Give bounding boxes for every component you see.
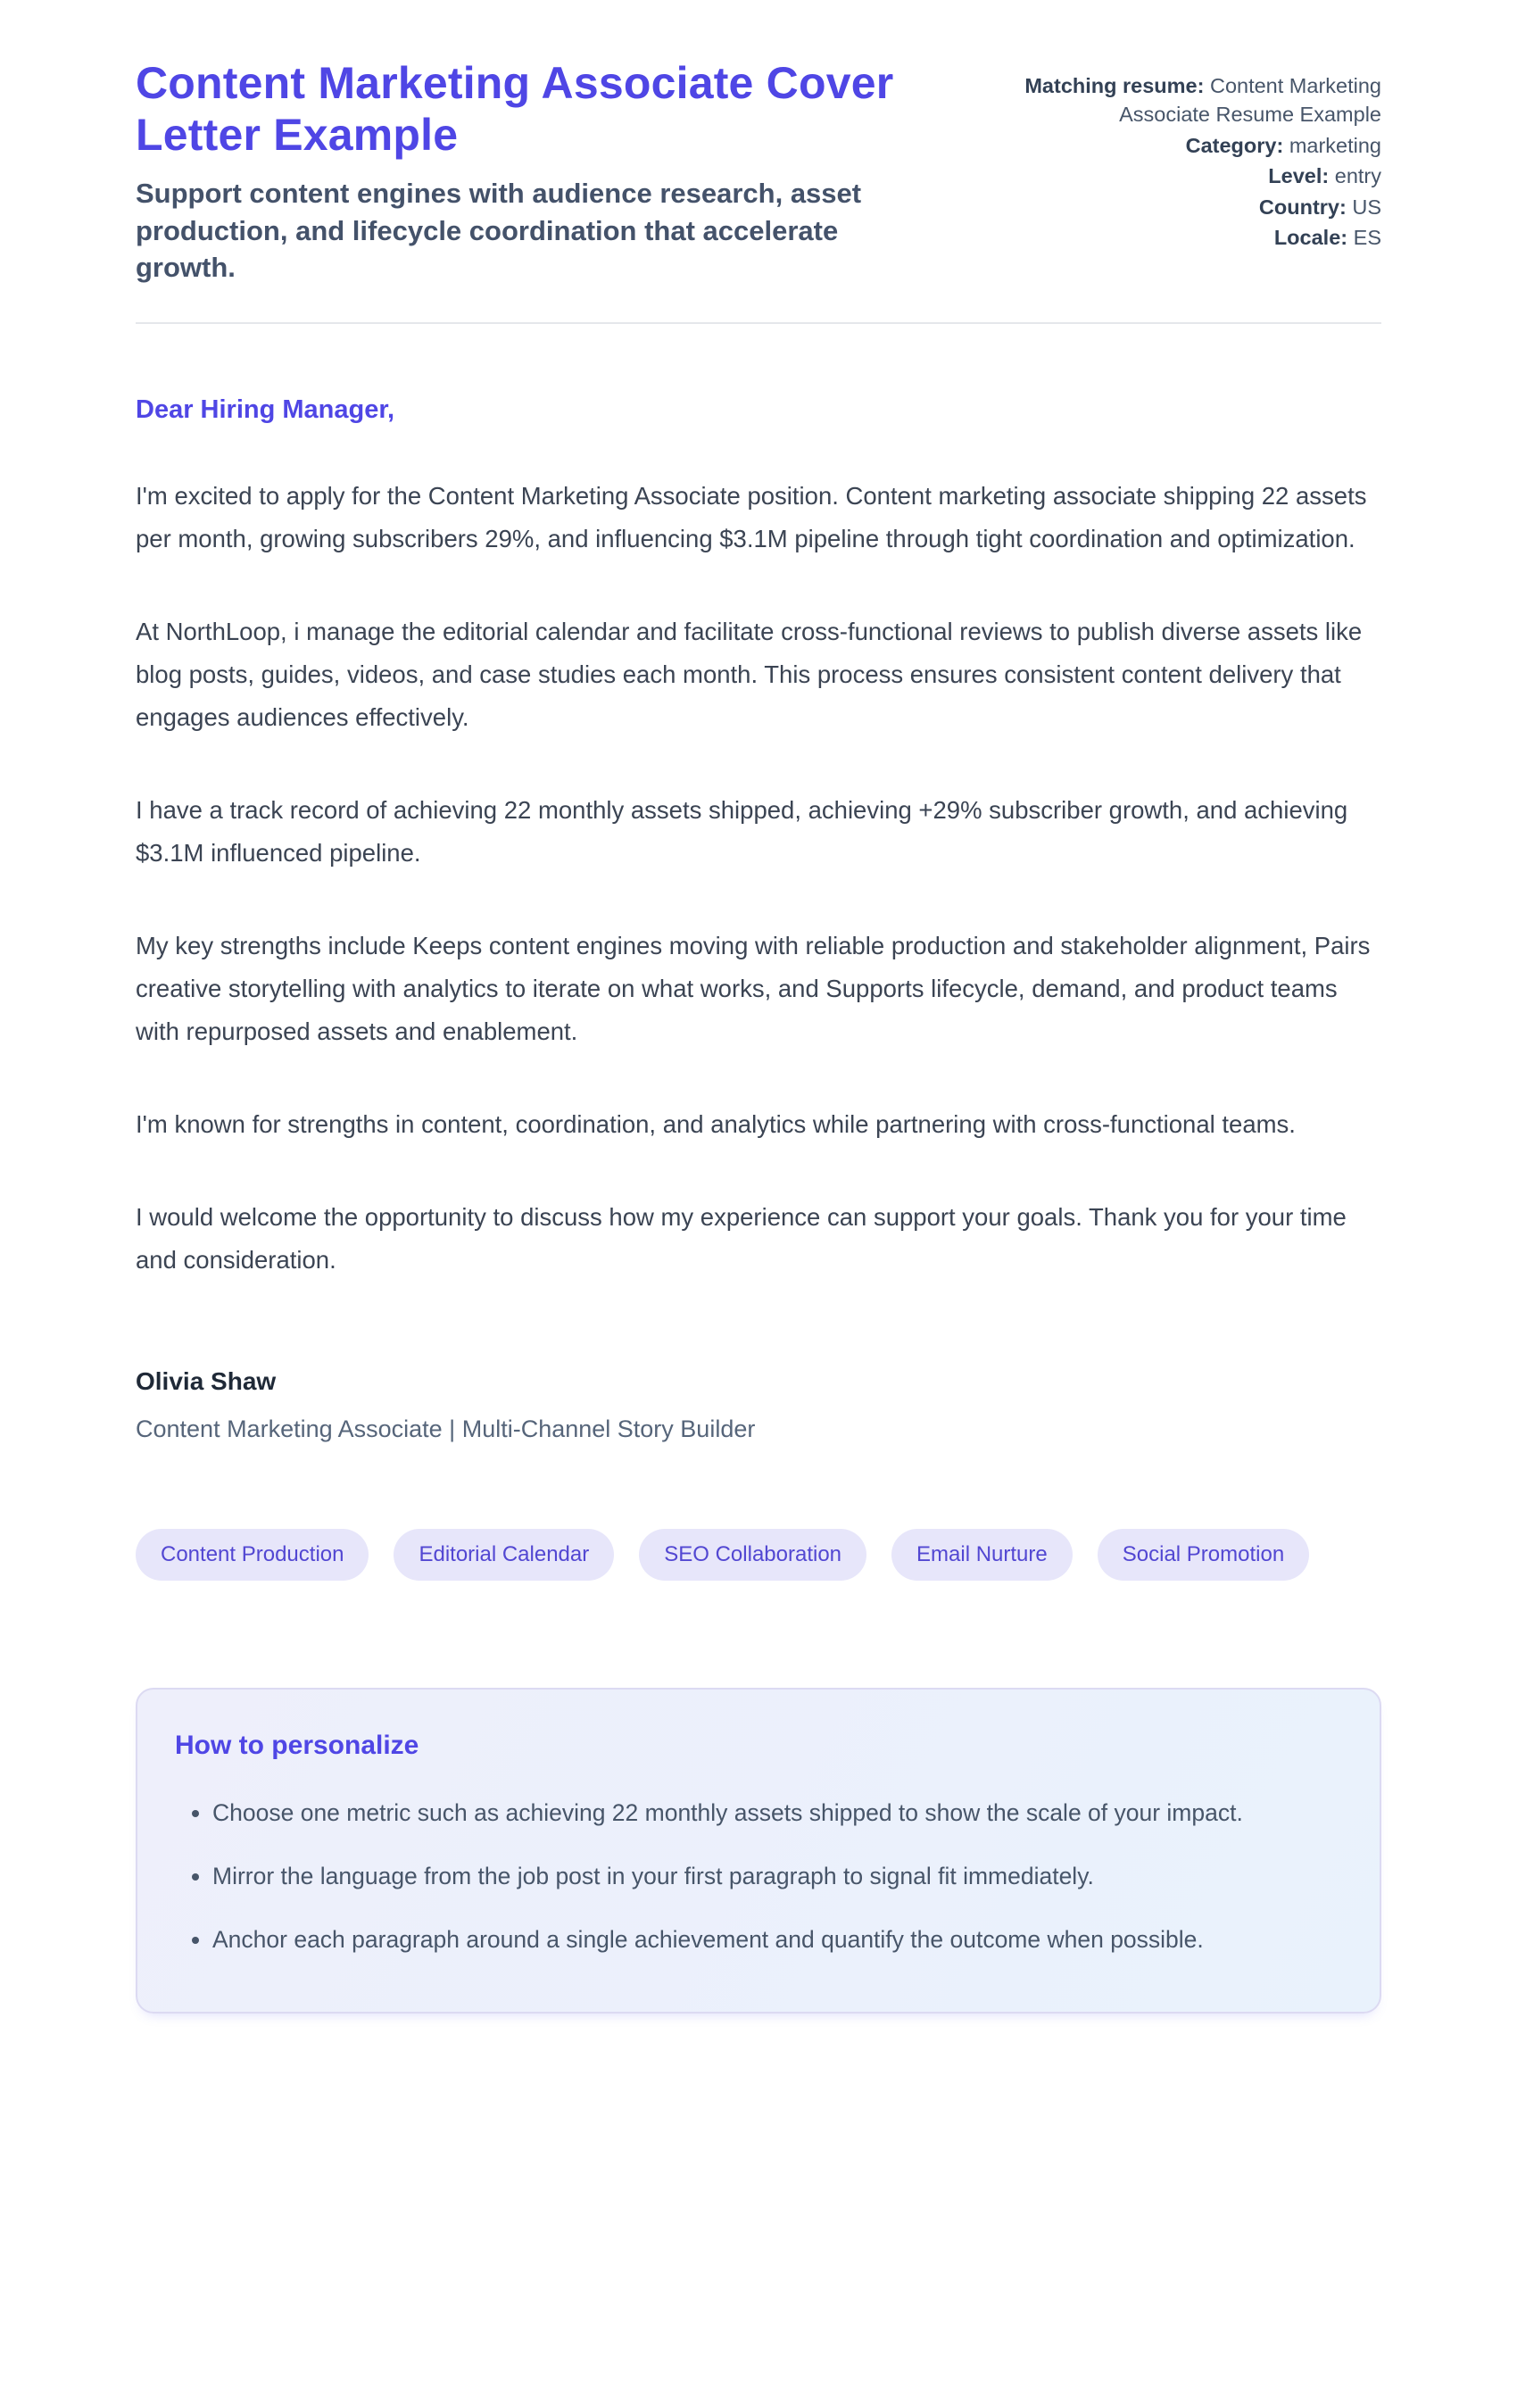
meta-category-label: Category:: [1185, 133, 1284, 157]
letter-paragraph: I'm excited to apply for the Content Marketing Associate position. Content marketing associate shipping 22 assets per month, growing subscribers 29%, and influencing $3.1M pipeline through tight coordination and optimization.: [136, 481, 1367, 552]
meta-matching-resume-value: Content Marketing Associate Resume Example: [1119, 74, 1381, 127]
meta-locale-value: ES: [1353, 226, 1381, 250]
meta-locale-label: Locale:: [1273, 226, 1348, 250]
page-container: [136, 0, 1381, 2094]
page-header: [136, 57, 1381, 286]
page-title: Content Marketing Associate Cover Letter Example: [136, 58, 894, 160]
letter-paragraph: I'm known for strengths in content, coordination, and analytics while partnering with cross-functional teams.: [136, 1109, 1296, 1138]
meta-category: [989, 131, 1381, 160]
tag-content-production[interactable]: Content Production: [136, 1529, 369, 1581]
meta-panel: [989, 57, 1381, 253]
personalize-tip: • Choose one metric such as achieving 22 monthly assets shipped to show the scale of your impact.: [212, 1791, 1319, 1835]
how-to-personalize-title: How to personalize: [175, 1730, 419, 1760]
meta-level-label: Level:: [1268, 164, 1330, 188]
title-block: [136, 57, 953, 286]
meta-country: [989, 193, 1381, 221]
personalize-tip: • Anchor each paragraph around a single achievement and quantify the outcome when possible.: [212, 1918, 1319, 1962]
tag-seo-collaboration[interactable]: SEO Collaboration: [639, 1529, 866, 1581]
meta-country-value: US: [1352, 195, 1381, 219]
tag-social-promotion[interactable]: Social Promotion: [1098, 1529, 1309, 1581]
meta-matching-resume: [989, 71, 1381, 129]
cover-letter-body: [136, 395, 1381, 1443]
letter-greeting: Dear Hiring Manager,: [136, 394, 395, 424]
meta-matching-resume-label: Matching resume:: [1024, 74, 1205, 97]
tag-editorial-calendar[interactable]: Editorial Calendar: [394, 1529, 614, 1581]
tag-email-nurture[interactable]: Email Nurture: [891, 1529, 1073, 1581]
skill-tags-row: [136, 1529, 1381, 1581]
how-to-personalize-list: [175, 1791, 1342, 1962]
how-to-personalize-box: [136, 1688, 1381, 2014]
meta-level-value: entry: [1334, 164, 1381, 188]
personalize-tip: • Mirror the language from the job post in your first paragraph to signal fit immediately.: [212, 1855, 1319, 1898]
bottom-spacer: [136, 2014, 1381, 2094]
letter-paragraph: I have a track record of achieving 22 monthly assets shipped, achieving +29% subscriber growth, and achieving $3.1M influenced pipeline.: [136, 795, 1348, 867]
meta-locale: [989, 223, 1381, 252]
page-subtitle: Support content engines with audience research, asset production, and lifecycle coordination that accelerate growth.: [136, 178, 862, 284]
header-divider: [136, 322, 1381, 324]
signature-role: Content Marketing Associate | Multi-Channel Story Builder: [136, 1415, 756, 1442]
letter-paragraph: My key strengths include Keeps content engines moving with reliable production and stakeholder alignment, Pairs creative storytelling with analytics to iterate on what works, and Supports lifecycle, demand, and product teams with repurposed assets and enablement.: [136, 931, 1371, 1045]
letter-paragraph: At NorthLoop, i manage the editorial calendar and facilitate cross-functional reviews to publish diverse assets like blog posts, guides, videos, and case studies each month. This process ensures consistent content delivery that engages audiences effectively.: [136, 617, 1363, 731]
meta-category-value: marketing: [1289, 133, 1381, 157]
meta-country-label: Country:: [1258, 195, 1347, 219]
meta-level: [989, 162, 1381, 190]
letter-paragraph: I would welcome the opportunity to discuss how my experience can support your goals. Thank you for your time and consideration.: [136, 1202, 1347, 1274]
signature-name: Olivia Shaw: [136, 1366, 277, 1395]
